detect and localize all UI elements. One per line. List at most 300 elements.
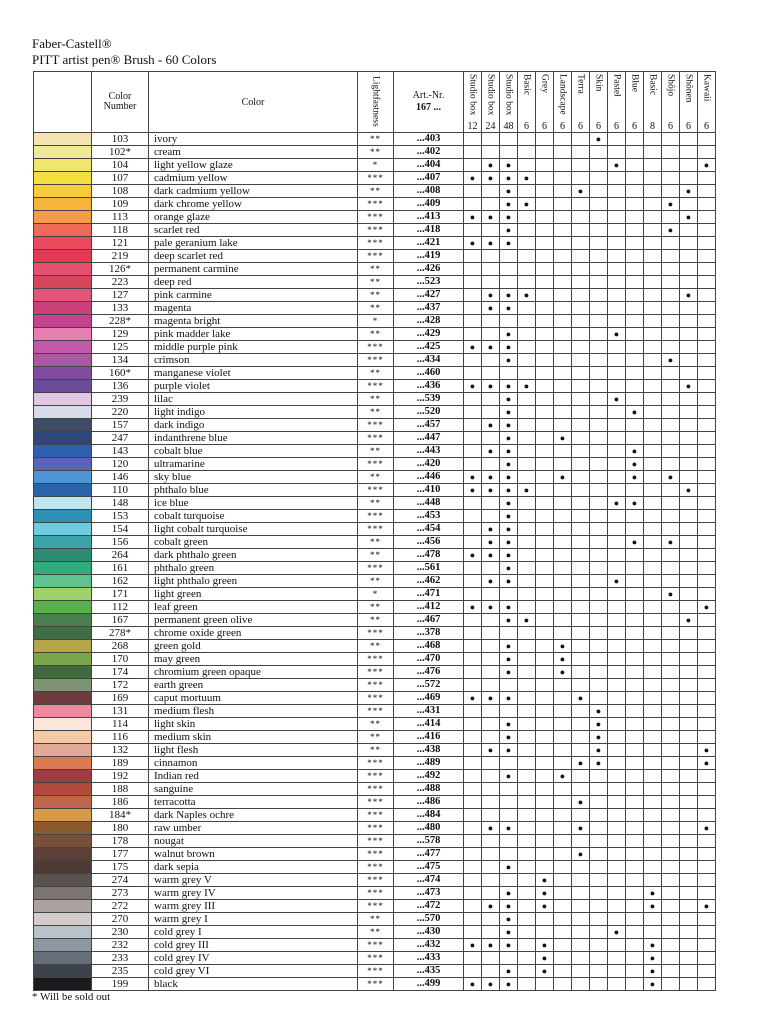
set-cell	[482, 614, 500, 627]
set-included-dot: ●	[500, 224, 518, 237]
set-cell	[608, 146, 626, 159]
color-name: cadmium yellow	[149, 172, 358, 185]
set-cell	[464, 497, 482, 510]
set-cell	[572, 302, 590, 315]
set-cell	[554, 835, 572, 848]
set-cell	[662, 848, 680, 861]
set-cell	[518, 783, 536, 796]
article-number: ...523	[394, 276, 464, 289]
set-cell	[554, 380, 572, 393]
set-cell	[680, 874, 698, 887]
set-cell	[536, 289, 554, 302]
set-cell	[626, 926, 644, 939]
set-cell	[554, 263, 572, 276]
set-cell	[608, 198, 626, 211]
color-number: 177	[92, 848, 149, 861]
set-cell	[626, 770, 644, 783]
lightfastness-rating: **	[358, 406, 394, 419]
set-cell	[536, 172, 554, 185]
lightfastness-rating: ***	[358, 653, 394, 666]
color-swatch	[34, 289, 92, 302]
set-included-dot: ●	[572, 757, 590, 770]
set-cell	[464, 666, 482, 679]
article-number: ...467	[394, 614, 464, 627]
color-number: 127	[92, 289, 149, 302]
lightfastness-rating: ***	[358, 848, 394, 861]
set-cell	[482, 562, 500, 575]
color-swatch	[34, 510, 92, 523]
color-name: warm grey IV	[149, 887, 358, 900]
color-name: raw umber	[149, 822, 358, 835]
set-cell	[482, 627, 500, 640]
set-cell	[662, 484, 680, 497]
set-cell	[518, 419, 536, 432]
set-cell	[536, 627, 554, 640]
set-cell	[644, 926, 662, 939]
color-number: 132	[92, 744, 149, 757]
set-cell	[698, 796, 716, 809]
color-swatch	[34, 705, 92, 718]
set-cell	[698, 237, 716, 250]
set-cell	[554, 523, 572, 536]
set-cell	[626, 718, 644, 731]
set-included-dot: ●	[464, 237, 482, 250]
set-cell	[482, 367, 500, 380]
article-number: ...413	[394, 211, 464, 224]
set-cell	[464, 146, 482, 159]
set-cell	[662, 146, 680, 159]
table-row	[34, 783, 716, 796]
set-cell	[536, 523, 554, 536]
set-cell	[590, 328, 608, 341]
lightfastness-rating: **	[358, 913, 394, 926]
set-cell	[626, 224, 644, 237]
set-cell	[464, 562, 482, 575]
set-cell	[590, 549, 608, 562]
set-cell	[698, 939, 716, 952]
set-cell	[662, 653, 680, 666]
set-cell	[518, 302, 536, 315]
set-included-dot: ●	[662, 354, 680, 367]
set-cell	[644, 484, 662, 497]
set-cell	[464, 913, 482, 926]
set-cell	[554, 393, 572, 406]
set-cell	[662, 263, 680, 276]
color-swatch	[34, 250, 92, 263]
set-cell	[554, 159, 572, 172]
set-cell	[464, 679, 482, 692]
table-row	[34, 952, 716, 965]
set-included-dot: ●	[464, 484, 482, 497]
color-swatch	[34, 328, 92, 341]
color-number: 153	[92, 510, 149, 523]
lightfastness-rating: ***	[358, 666, 394, 679]
color-swatch	[34, 679, 92, 692]
set-cell	[626, 757, 644, 770]
set-included-dot: ●	[482, 237, 500, 250]
set-cell	[626, 978, 644, 991]
article-number: ...473	[394, 887, 464, 900]
color-name: permanent carmine	[149, 263, 358, 276]
article-number: ...488	[394, 783, 464, 796]
set-cell	[662, 627, 680, 640]
color-number: 170	[92, 653, 149, 666]
set-cell	[698, 523, 716, 536]
set-included-dot: ●	[518, 289, 536, 302]
table-row	[34, 562, 716, 575]
color-name: medium skin	[149, 731, 358, 744]
set-name: Basic	[521, 74, 532, 96]
set-cell	[464, 406, 482, 419]
set-cell	[500, 250, 518, 263]
set-cell	[608, 367, 626, 380]
set-cell	[590, 770, 608, 783]
set-cell	[464, 328, 482, 341]
article-number: ...570	[394, 913, 464, 926]
set-cell	[608, 484, 626, 497]
set-included-dot: ●	[626, 406, 644, 419]
color-swatch	[34, 458, 92, 471]
set-cell	[680, 731, 698, 744]
color-swatch	[34, 237, 92, 250]
set-cell	[644, 198, 662, 211]
color-number: 162	[92, 575, 149, 588]
set-cell	[608, 380, 626, 393]
color-number: 136	[92, 380, 149, 393]
set-cell	[662, 419, 680, 432]
set-cell	[644, 705, 662, 718]
color-number: 184*	[92, 809, 149, 822]
set-cell	[644, 380, 662, 393]
set-cell	[644, 341, 662, 354]
set-cell	[572, 679, 590, 692]
set-cell	[500, 588, 518, 601]
set-cell	[590, 263, 608, 276]
set-included-dot: ●	[698, 822, 716, 835]
set-cell	[644, 406, 662, 419]
set-cell	[572, 939, 590, 952]
article-number: ...427	[394, 289, 464, 302]
set-cell	[554, 198, 572, 211]
set-cell	[554, 224, 572, 237]
set-cell	[644, 757, 662, 770]
article-number: ...457	[394, 419, 464, 432]
set-included-dot: ●	[500, 666, 518, 679]
lightfastness-rating: ***	[358, 757, 394, 770]
set-cell	[698, 497, 716, 510]
set-cell	[518, 159, 536, 172]
article-number: ...446	[394, 471, 464, 484]
set-cell	[590, 913, 608, 926]
set-header-4	[536, 72, 554, 133]
set-cell	[482, 653, 500, 666]
color-number: 109	[92, 198, 149, 211]
set-included-dot: ●	[680, 185, 698, 198]
lightfastness-rating: **	[358, 393, 394, 406]
article-number: ...447	[394, 432, 464, 445]
article-number: ...484	[394, 809, 464, 822]
color-number: 131	[92, 705, 149, 718]
set-cell	[590, 432, 608, 445]
set-included-dot: ●	[464, 601, 482, 614]
set-cell	[698, 419, 716, 432]
set-cell	[662, 913, 680, 926]
set-cell	[626, 211, 644, 224]
article-number: ...561	[394, 562, 464, 575]
table-row	[34, 393, 716, 406]
color-swatch	[34, 861, 92, 874]
set-cell	[572, 731, 590, 744]
set-cell	[608, 861, 626, 874]
set-cell	[698, 328, 716, 341]
set-cell	[572, 289, 590, 302]
set-cell	[626, 809, 644, 822]
set-included-dot: ●	[626, 458, 644, 471]
set-cell	[698, 250, 716, 263]
set-cell	[608, 835, 626, 848]
set-included-dot: ●	[644, 887, 662, 900]
set-cell	[464, 835, 482, 848]
set-cell	[572, 146, 590, 159]
set-cell	[698, 289, 716, 302]
set-cell	[698, 458, 716, 471]
set-cell	[554, 822, 572, 835]
color-number: 274	[92, 874, 149, 887]
set-header-6	[572, 72, 590, 133]
set-cell	[680, 666, 698, 679]
set-cell	[590, 159, 608, 172]
lightfastness-rating: **	[358, 302, 394, 315]
lightfastness-rating: **	[358, 445, 394, 458]
set-cell	[464, 575, 482, 588]
set-cell	[590, 367, 608, 380]
color-number: 148	[92, 497, 149, 510]
set-cell	[482, 510, 500, 523]
set-cell	[554, 276, 572, 289]
set-cell	[608, 978, 626, 991]
color-name: purple violet	[149, 380, 358, 393]
set-cell	[608, 289, 626, 302]
set-cell	[554, 627, 572, 640]
set-cell	[626, 146, 644, 159]
lightfastness-rating: **	[358, 718, 394, 731]
set-header-9	[626, 72, 644, 133]
set-cell	[698, 965, 716, 978]
set-cell	[554, 861, 572, 874]
set-cell	[464, 523, 482, 536]
brand-title: Faber-Castell®	[32, 36, 112, 51]
table-row	[34, 497, 716, 510]
set-cell	[536, 562, 554, 575]
set-included-dot: ●	[680, 484, 698, 497]
table-row	[34, 185, 716, 198]
set-cell	[644, 653, 662, 666]
set-included-dot: ●	[464, 211, 482, 224]
set-cell	[644, 289, 662, 302]
set-cell	[608, 809, 626, 822]
color-name: phthalo blue	[149, 484, 358, 497]
color-number: 129	[92, 328, 149, 341]
set-cell	[518, 315, 536, 328]
set-cell	[626, 237, 644, 250]
set-count: 6	[686, 121, 691, 132]
color-number: 114	[92, 718, 149, 731]
set-cell	[644, 523, 662, 536]
set-cell	[698, 562, 716, 575]
set-cell	[590, 588, 608, 601]
set-cell	[626, 744, 644, 757]
set-cell	[554, 185, 572, 198]
set-included-dot: ●	[500, 211, 518, 224]
color-name: cold grey I	[149, 926, 358, 939]
table-row	[34, 263, 716, 276]
table-row	[34, 159, 716, 172]
set-cell	[536, 744, 554, 757]
set-cell	[626, 666, 644, 679]
set-cell	[554, 315, 572, 328]
set-cell	[608, 302, 626, 315]
color-swatch	[34, 757, 92, 770]
set-cell	[572, 653, 590, 666]
set-cell	[518, 185, 536, 198]
set-included-dot: ●	[500, 861, 518, 874]
set-cell	[698, 770, 716, 783]
set-cell	[554, 367, 572, 380]
set-cell	[482, 783, 500, 796]
set-included-dot: ●	[500, 445, 518, 458]
color-number: 268	[92, 640, 149, 653]
article-number: ...420	[394, 458, 464, 471]
set-cell	[536, 250, 554, 263]
color-number: 278*	[92, 627, 149, 640]
set-cell	[464, 354, 482, 367]
color-name: orange glaze	[149, 211, 358, 224]
set-cell	[518, 471, 536, 484]
set-cell	[536, 315, 554, 328]
color-swatch	[34, 601, 92, 614]
table-row	[34, 367, 716, 380]
set-cell	[464, 445, 482, 458]
set-cell	[662, 289, 680, 302]
color-swatch	[34, 393, 92, 406]
set-cell	[554, 731, 572, 744]
table-row	[34, 978, 716, 991]
color-number: 104	[92, 159, 149, 172]
set-cell	[500, 848, 518, 861]
set-cell	[644, 185, 662, 198]
set-cell	[536, 510, 554, 523]
set-cell	[608, 783, 626, 796]
set-cell	[626, 640, 644, 653]
table-row	[34, 835, 716, 848]
set-included-dot: ●	[536, 965, 554, 978]
article-number: ...471	[394, 588, 464, 601]
article-number: ...480	[394, 822, 464, 835]
set-cell	[698, 640, 716, 653]
color-swatch	[34, 432, 92, 445]
color-swatch	[34, 653, 92, 666]
set-cell	[482, 133, 500, 146]
set-included-dot: ●	[500, 731, 518, 744]
color-swatch	[34, 497, 92, 510]
article-number: ...419	[394, 250, 464, 263]
set-cell	[680, 744, 698, 757]
set-cell	[608, 510, 626, 523]
color-number: 223	[92, 276, 149, 289]
set-included-dot: ●	[572, 692, 590, 705]
set-name: Studio box	[485, 74, 496, 116]
set-included-dot: ●	[500, 926, 518, 939]
set-cell	[518, 640, 536, 653]
table-row	[34, 458, 716, 471]
set-cell	[608, 549, 626, 562]
color-swatch	[34, 848, 92, 861]
color-number: 180	[92, 822, 149, 835]
set-included-dot: ●	[500, 536, 518, 549]
set-cell	[608, 562, 626, 575]
set-cell	[698, 692, 716, 705]
set-cell	[608, 965, 626, 978]
set-cell	[554, 562, 572, 575]
set-cell	[482, 861, 500, 874]
color-name: cold grey IV	[149, 952, 358, 965]
set-cell	[518, 887, 536, 900]
set-included-dot: ●	[680, 614, 698, 627]
color-number: 172	[92, 679, 149, 692]
set-included-dot: ●	[482, 419, 500, 432]
table-row	[34, 627, 716, 640]
set-cell	[608, 640, 626, 653]
article-number: ...403	[394, 133, 464, 146]
set-cell	[536, 458, 554, 471]
color-number: 174	[92, 666, 149, 679]
set-count: 6	[632, 121, 637, 132]
table-row	[34, 614, 716, 627]
set-cell	[662, 601, 680, 614]
set-name: Basic	[647, 74, 658, 96]
color-number: 272	[92, 900, 149, 913]
set-cell	[464, 822, 482, 835]
set-cell	[644, 861, 662, 874]
set-cell	[536, 731, 554, 744]
set-cell	[518, 874, 536, 887]
set-included-dot: ●	[536, 952, 554, 965]
set-cell	[608, 939, 626, 952]
set-cell	[644, 627, 662, 640]
set-cell	[626, 484, 644, 497]
set-included-dot: ●	[500, 458, 518, 471]
set-cell	[680, 536, 698, 549]
set-cell	[626, 432, 644, 445]
color-swatch	[34, 978, 92, 991]
set-cell	[554, 133, 572, 146]
set-cell	[518, 705, 536, 718]
color-swatch	[34, 276, 92, 289]
set-cell	[680, 133, 698, 146]
set-count: 6	[614, 121, 619, 132]
set-included-dot: ●	[572, 848, 590, 861]
set-cell	[626, 653, 644, 666]
set-included-dot: ●	[482, 900, 500, 913]
set-name: Studio box	[467, 74, 478, 116]
set-cell	[554, 692, 572, 705]
set-cell	[518, 536, 536, 549]
set-cell	[572, 874, 590, 887]
table-row	[34, 484, 716, 497]
set-cell	[554, 354, 572, 367]
set-cell	[572, 419, 590, 432]
set-cell	[644, 549, 662, 562]
